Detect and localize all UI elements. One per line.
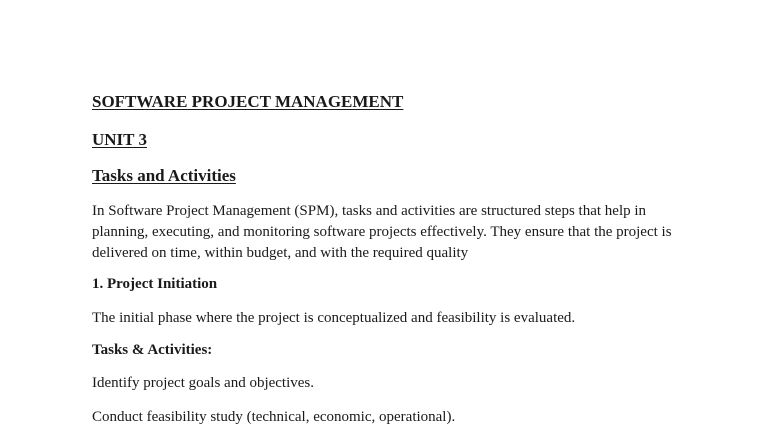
subsection-description: The initial phase where the project is conceptualized and feasibility is evaluated. — [92, 310, 576, 326]
unit-heading: UNIT 3 — [92, 130, 147, 149]
tasks-heading: Tasks & Activities: — [92, 342, 213, 358]
intro-line: planning, executing, and monitoring software projects effectively. They ensure that the project is — [92, 224, 672, 240]
intro-line: In Software Project Management (SPM), tasks and activities are structured steps that help in — [92, 203, 647, 219]
section-heading: Tasks and Activities — [92, 166, 236, 185]
task-item: Identify project goals and objectives. — [92, 375, 315, 391]
intro-paragraph — [92, 201, 702, 264]
intro-line: delivered on time, within budget, and with the required quality — [92, 245, 469, 261]
document-title: SOFTWARE PROJECT MANAGEMENT — [92, 92, 404, 111]
task-item: Conduct feasibility study (technical, economic, operational). — [92, 409, 456, 425]
subsection-heading: 1. Project Initiation — [92, 276, 218, 292]
